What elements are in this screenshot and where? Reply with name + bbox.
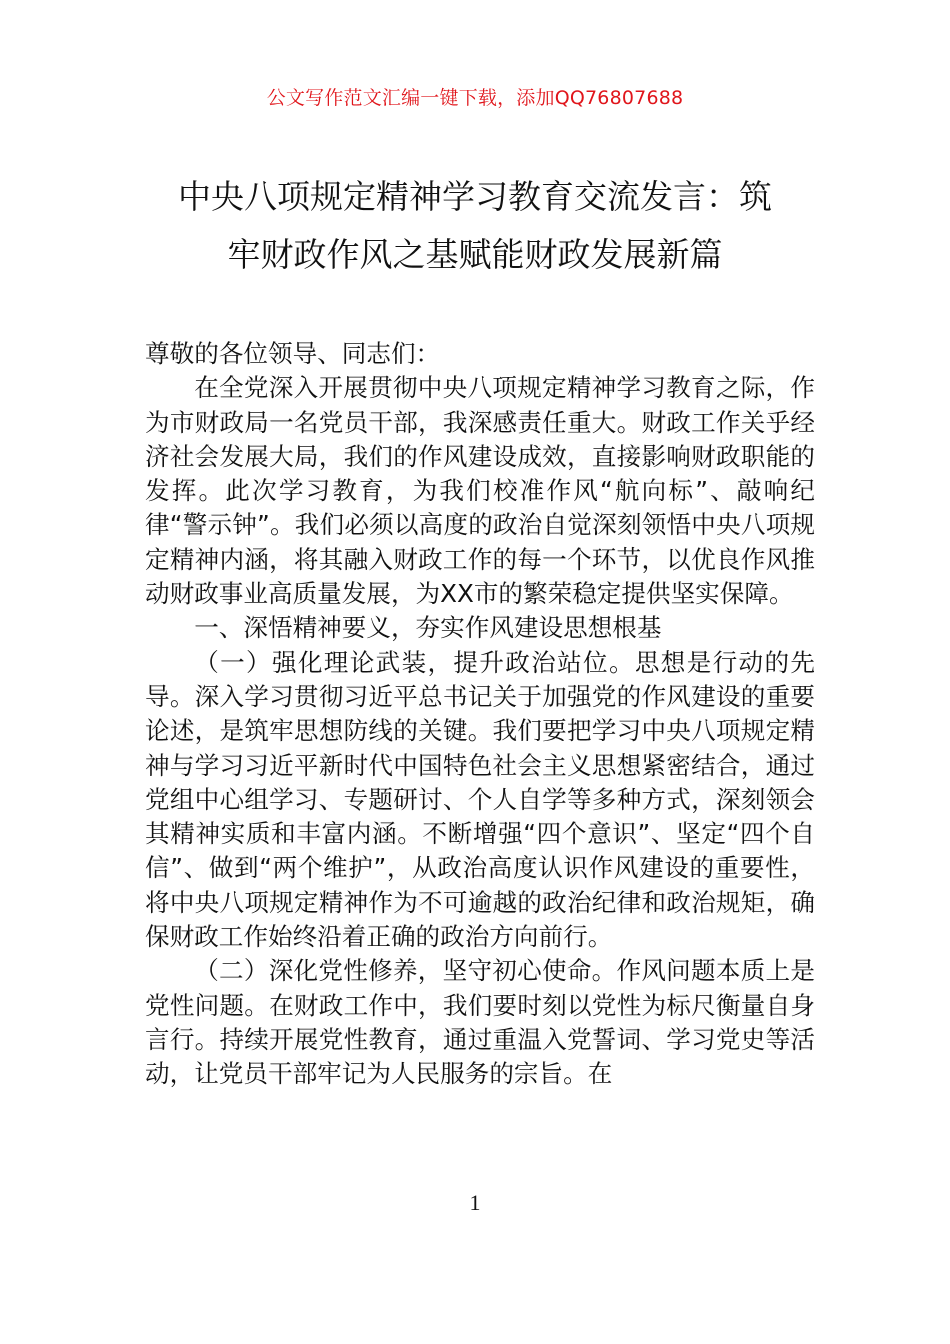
promo-banner: 公文写作范文汇编一键下载，添加QQ76807688 xyxy=(266,87,684,109)
paragraph-1-2: （二）深化党性修养，坚守初心使命。作风问题本质上是党性问题。在财政工作中，我们要时刻以党性为标尺衡量自身言行。持续开展党性教育，通过重温入党誓词、学习党史等活动，让党员干部牢记为人民服务的宗旨。在 xyxy=(145,956,815,1089)
paragraph-1-1: （一）强化理论武装，提升政治站位。思想是行动的先导。深入学习贯彻习近平总书记关于加强党的作风建设的重要论述，是筑牢思想防线的关键。我们要把学习中央八项规定精神与学习习近平新时代中国特色社会主义思想紧密结合，通过党组中心组学习、专题研讨、个人自学等多种方式，深刻领会其精神实质和丰富内涵。不断增强“四个意识”、坚定“四个自信”、做到“两个维护”，从政治高度认识作风建设的重要性，将中央八项规定精神作为不可逾越的政治纪律和政治规矩，确保财政工作始终沿着正确的政治方向前行。 xyxy=(145,647,815,952)
section-heading-1: 一、深悟精神要义，夯实作风建设思想根基 xyxy=(194,613,662,643)
document-body xyxy=(145,337,815,1092)
page-number: 1 xyxy=(469,1190,481,1215)
title-line-1: 中央八项规定精神学习教育交流发言：筑 xyxy=(178,177,772,216)
paragraph-intro: 在全党深入开展贯彻中央八项规定精神学习教育之际，作为市财政局一名党员干部，我深感责任重大。财政工作关乎经济社会发展大局，我们的作风建设成效，直接影响财政职能的发挥。此次学习教育，为我们校准作风“航向标”、敲响纪律“警示钟”。我们必须以高度的政治自觉深刻领悟中央八项规定精神内涵，将其融入财政工作的每一个环节，以优良作风推动财政事业高质量发展，为XX市的繁荣稳定提供坚实保障。 xyxy=(145,373,815,609)
page-title xyxy=(140,168,810,284)
title-line-2: 牢财政作风之基赋能财政发展新篇 xyxy=(227,235,723,274)
salutation: 尊敬的各位领导、同志们： xyxy=(145,339,441,368)
